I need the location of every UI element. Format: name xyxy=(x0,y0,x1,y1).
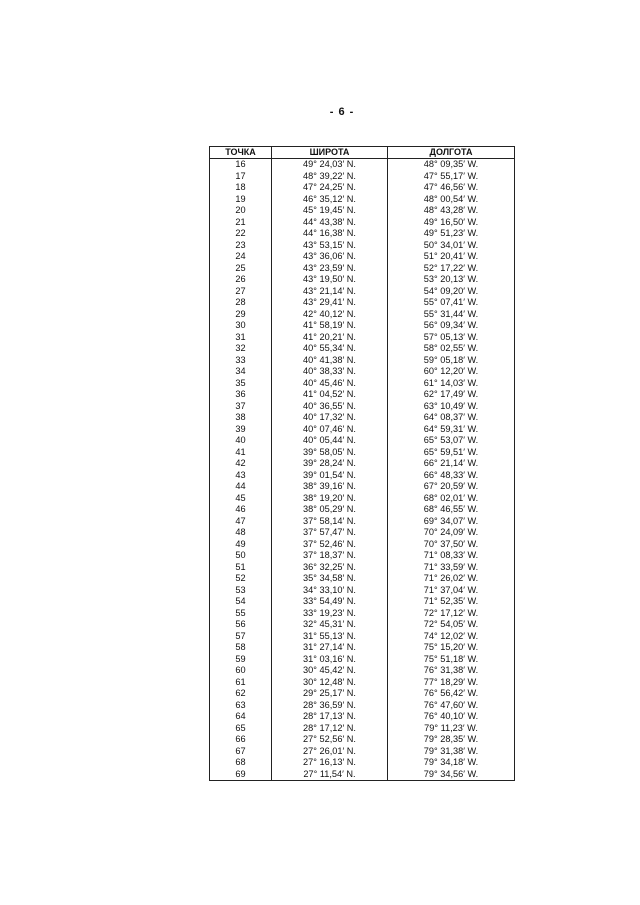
cell-longitude: 71° 08,33′ W. xyxy=(388,550,515,562)
cell-latitude: 37° 57,47′ N. xyxy=(272,527,388,539)
cell-latitude: 41° 20,21′ N. xyxy=(272,332,388,344)
table-row xyxy=(210,527,515,539)
cell-latitude: 28° 17,13′ N. xyxy=(272,711,388,723)
cell-latitude: 31° 03,16′ N. xyxy=(272,654,388,666)
table-row xyxy=(210,550,515,562)
cell-longitude: 79° 34,56′ W. xyxy=(388,769,515,781)
cell-latitude: 27° 26,01′ N. xyxy=(272,746,388,758)
cell-longitude: 72° 54,05′ W. xyxy=(388,619,515,631)
cell-longitude: 65° 53,07′ W. xyxy=(388,435,515,447)
table-row xyxy=(210,274,515,286)
cell-longitude: 48° 09,35′ W. xyxy=(388,159,515,171)
cell-latitude: 33° 54,49′ N. xyxy=(272,596,388,608)
cell-point: 28 xyxy=(235,297,246,307)
cell-point: 55 xyxy=(235,607,246,618)
cell-point: 43 xyxy=(235,469,246,480)
cell-point: 27 xyxy=(235,285,246,296)
cell-point: 37 xyxy=(235,400,246,411)
cell-latitude: 40° 41,38′ N. xyxy=(272,355,388,367)
cell-point: 41 xyxy=(235,446,246,457)
cell-latitude: 28° 17,12′ N. xyxy=(272,723,388,735)
cell-latitude: 41° 58,19′ N. xyxy=(272,320,388,332)
cell-point: 59 xyxy=(235,653,246,664)
cell-point: 45 xyxy=(235,492,246,503)
table-row xyxy=(210,723,515,735)
cell-latitude: 37° 52,46′ N. xyxy=(272,539,388,551)
cell-point: 38 xyxy=(235,412,246,422)
cell-point: 60 xyxy=(235,665,246,675)
cell-latitude: 40° 45,46′ N. xyxy=(272,378,388,390)
table-row xyxy=(210,504,515,516)
table-row xyxy=(210,481,515,493)
table-row xyxy=(210,378,515,390)
cell-latitude: 27° 11,54′ N. xyxy=(272,769,388,781)
cell-longitude: 79° 31,38′ W. xyxy=(388,746,515,758)
cell-longitude: 55° 07,41′ W. xyxy=(388,297,515,309)
table-row xyxy=(210,757,515,769)
cell-point: 31 xyxy=(235,331,246,342)
cell-longitude: 72° 17,12′ W. xyxy=(388,608,515,620)
table-header-row xyxy=(210,147,515,159)
table-row xyxy=(210,263,515,275)
table-row xyxy=(210,228,515,240)
cell-latitude: 29° 25,17′ N. xyxy=(272,688,388,700)
table-body xyxy=(210,159,515,781)
cell-point: 16 xyxy=(235,159,246,169)
cell-longitude: 59° 05,18′ W. xyxy=(388,355,515,367)
cell-longitude: 52° 17,22′ W. xyxy=(388,263,515,275)
cell-longitude: 67° 20,59′ W. xyxy=(388,481,515,493)
table-row xyxy=(210,401,515,413)
cell-longitude: 76° 47,60′ W. xyxy=(388,700,515,712)
table-row xyxy=(210,596,515,608)
table-row xyxy=(210,343,515,355)
cell-latitude: 27° 52,56′ N. xyxy=(272,734,388,746)
cell-point: 63 xyxy=(235,699,246,710)
cell-longitude: 71° 52,35′ W. xyxy=(388,596,515,608)
cell-point: 35 xyxy=(235,377,246,388)
table-row xyxy=(210,320,515,332)
cell-longitude: 51° 20,41′ W. xyxy=(388,251,515,263)
cell-longitude: 62° 17,49′ W. xyxy=(388,389,515,401)
cell-latitude: 32° 45,31′ N. xyxy=(272,619,388,631)
cell-longitude: 65° 59,51′ W. xyxy=(388,447,515,459)
table-row xyxy=(210,642,515,654)
cell-point: 53 xyxy=(235,584,246,595)
cell-latitude: 38° 19,20′ N. xyxy=(272,493,388,505)
table-row xyxy=(210,389,515,401)
cell-longitude: 57° 05,13′ W. xyxy=(388,332,515,344)
cell-latitude: 38° 39,16′ N. xyxy=(272,481,388,493)
cell-latitude: 37° 18,37′ N. xyxy=(272,550,388,562)
table-row xyxy=(210,608,515,620)
table-row xyxy=(210,711,515,723)
cell-latitude: 40° 07,46′ N. xyxy=(272,424,388,436)
cell-longitude: 68° 46,55′ W. xyxy=(388,504,515,516)
cell-point: 32 xyxy=(235,343,246,353)
cell-latitude: 40° 05,44′ N. xyxy=(272,435,388,447)
cell-point: 58 xyxy=(235,642,246,652)
cell-point: 66 xyxy=(235,734,246,744)
cell-point: 62 xyxy=(235,688,246,698)
cell-longitude: 53° 20,13′ W. xyxy=(388,274,515,286)
cell-longitude: 79° 34,18′ W. xyxy=(388,757,515,769)
table-row xyxy=(210,182,515,194)
table-row xyxy=(210,734,515,746)
cell-latitude: 42° 40,12′ N. xyxy=(272,309,388,321)
cell-point: 30 xyxy=(235,320,246,330)
cell-latitude: 27° 16,13′ N. xyxy=(272,757,388,769)
cell-point: 39 xyxy=(235,423,246,434)
cell-point: 33 xyxy=(235,354,246,365)
cell-longitude: 75° 51,18′ W. xyxy=(388,654,515,666)
cell-latitude: 44° 43,38′ N. xyxy=(272,217,388,229)
cell-longitude: 66° 48,33′ W. xyxy=(388,470,515,482)
table-row xyxy=(210,332,515,344)
table-row xyxy=(210,447,515,459)
cell-longitude: 49° 16,50′ W. xyxy=(388,217,515,229)
table-row xyxy=(210,194,515,206)
table-row xyxy=(210,217,515,229)
cell-latitude: 43° 29,41′ N. xyxy=(272,297,388,309)
cell-latitude: 37° 58,14′ N. xyxy=(272,516,388,528)
cell-point: 48 xyxy=(235,527,246,537)
cell-longitude: 79° 28,35′ W. xyxy=(388,734,515,746)
cell-point: 42 xyxy=(235,458,246,468)
table-row xyxy=(210,171,515,183)
cell-point: 26 xyxy=(235,274,246,284)
cell-longitude: 71° 33,59′ W. xyxy=(388,562,515,574)
cell-latitude: 41° 04,52′ N. xyxy=(272,389,388,401)
cell-longitude: 76° 40,10′ W. xyxy=(388,711,515,723)
cell-longitude: 48° 00,54′ W. xyxy=(388,194,515,206)
cell-point: 40 xyxy=(235,435,246,445)
table-row xyxy=(210,251,515,263)
cell-longitude: 71° 37,04′ W. xyxy=(388,585,515,597)
cell-longitude: 76° 56,42′ W. xyxy=(388,688,515,700)
cell-longitude: 58° 02,55′ W. xyxy=(388,343,515,355)
cell-latitude: 49° 24,03′ N. xyxy=(272,159,388,171)
table-row xyxy=(210,286,515,298)
cell-latitude: 39° 01,54′ N. xyxy=(272,470,388,482)
cell-latitude: 39° 58,05′ N. xyxy=(272,447,388,459)
cell-longitude: 49° 51,23′ W. xyxy=(388,228,515,240)
cell-latitude: 40° 38,33′ N. xyxy=(272,366,388,378)
cell-latitude: 31° 55,13′ N. xyxy=(272,631,388,643)
cell-point: 25 xyxy=(235,262,246,273)
cell-longitude: 76° 31,38′ W. xyxy=(388,665,515,677)
cell-latitude: 34° 33,10′ N. xyxy=(272,585,388,597)
cell-latitude: 35° 34,58′ N. xyxy=(272,573,388,585)
cell-latitude: 43° 23,59′ N. xyxy=(272,263,388,275)
cell-point: 46 xyxy=(235,504,246,514)
cell-point: 51 xyxy=(235,561,246,572)
cell-latitude: 40° 36,55′ N. xyxy=(272,401,388,413)
cell-latitude: 31° 27,14′ N. xyxy=(272,642,388,654)
cell-longitude: 70° 37,50′ W. xyxy=(388,539,515,551)
cell-point: 17 xyxy=(235,170,246,181)
cell-point: 49 xyxy=(235,538,246,549)
cell-latitude: 30° 45,42′ N. xyxy=(272,665,388,677)
cell-latitude: 30° 12,48′ N. xyxy=(272,677,388,689)
cell-longitude: 55° 31,44′ W. xyxy=(388,309,515,321)
cell-latitude: 33° 19,23′ N. xyxy=(272,608,388,620)
coordinates-table xyxy=(209,146,515,781)
table-row xyxy=(210,665,515,677)
cell-point: 23 xyxy=(235,239,246,250)
cell-point: 67 xyxy=(235,745,246,756)
cell-point: 69 xyxy=(235,768,246,779)
cell-point: 36 xyxy=(235,389,246,399)
table-row xyxy=(210,458,515,470)
table-row xyxy=(210,309,515,321)
table-row xyxy=(210,240,515,252)
table-row xyxy=(210,585,515,597)
header-longitude: ДОЛГОТА xyxy=(388,147,515,159)
cell-longitude: 69° 34,07′ W. xyxy=(388,516,515,528)
cell-latitude: 38° 05,29′ N. xyxy=(272,504,388,516)
cell-latitude: 43° 19,50′ N. xyxy=(272,274,388,286)
cell-longitude: 47° 55,17′ W. xyxy=(388,171,515,183)
cell-longitude: 75° 15,20′ W. xyxy=(388,642,515,654)
cell-longitude: 74° 12,02′ W. xyxy=(388,631,515,643)
cell-longitude: 79° 11,23′ W. xyxy=(388,723,515,735)
table-row xyxy=(210,493,515,505)
cell-latitude: 39° 28,24′ N. xyxy=(272,458,388,470)
table-row xyxy=(210,677,515,689)
cell-latitude: 43° 21,14′ N. xyxy=(272,286,388,298)
table-row xyxy=(210,573,515,585)
cell-longitude: 64° 08,37′ W. xyxy=(388,412,515,424)
cell-longitude: 64° 59,31′ W. xyxy=(388,424,515,436)
table-row xyxy=(210,159,515,171)
table-row xyxy=(210,769,515,781)
cell-latitude: 48° 39,22′ N. xyxy=(272,171,388,183)
cell-point: 65 xyxy=(235,722,246,733)
cell-point: 64 xyxy=(235,711,246,721)
table-row xyxy=(210,746,515,758)
table-row xyxy=(210,412,515,424)
cell-longitude: 77° 18,29′ W. xyxy=(388,677,515,689)
table-row xyxy=(210,516,515,528)
table-row xyxy=(210,539,515,551)
cell-point: 20 xyxy=(235,205,246,215)
table-row xyxy=(210,688,515,700)
table-row xyxy=(210,654,515,666)
cell-longitude: 50° 34,01′ W. xyxy=(388,240,515,252)
table-row xyxy=(210,562,515,574)
cell-latitude: 46° 35,12′ N. xyxy=(272,194,388,206)
table-row xyxy=(210,700,515,712)
cell-longitude: 60° 12,20′ W. xyxy=(388,366,515,378)
cell-point: 61 xyxy=(235,676,246,687)
cell-latitude: 44° 16,38′ N. xyxy=(272,228,388,240)
cell-longitude: 63° 10,49′ W. xyxy=(388,401,515,413)
cell-point: 68 xyxy=(235,757,246,767)
cell-latitude: 40° 17,32′ N. xyxy=(272,412,388,424)
cell-longitude: 54° 09,20′ W. xyxy=(388,286,515,298)
page-number: - 6 - xyxy=(329,106,355,118)
table-row xyxy=(210,631,515,643)
cell-point: 57 xyxy=(235,630,246,641)
table-row xyxy=(210,424,515,436)
cell-latitude: 45° 19,45′ N. xyxy=(272,205,388,217)
cell-latitude: 43° 53,15′ N. xyxy=(272,240,388,252)
table-row xyxy=(210,297,515,309)
cell-point: 22 xyxy=(235,228,246,238)
cell-point: 29 xyxy=(235,308,246,319)
cell-longitude: 70° 24,09′ W. xyxy=(388,527,515,539)
cell-latitude: 40° 55,34′ N. xyxy=(272,343,388,355)
cell-longitude: 71° 26,02′ W. xyxy=(388,573,515,585)
cell-latitude: 36° 32,25′ N. xyxy=(272,562,388,574)
cell-latitude: 47° 24,25′ N. xyxy=(272,182,388,194)
table-row xyxy=(210,366,515,378)
cell-point: 44 xyxy=(235,481,246,491)
cell-point: 52 xyxy=(235,573,246,583)
cell-point: 24 xyxy=(235,251,246,261)
cell-longitude: 68° 02,01′ W. xyxy=(388,493,515,505)
table-row xyxy=(210,205,515,217)
cell-point: 56 xyxy=(235,619,246,629)
header-point: ТОЧКА xyxy=(210,147,272,159)
cell-longitude: 66° 21,14′ W. xyxy=(388,458,515,470)
table-row xyxy=(210,355,515,367)
table-row xyxy=(210,470,515,482)
cell-point: 50 xyxy=(235,550,246,560)
cell-longitude: 61° 14,03′ W. xyxy=(388,378,515,390)
cell-point: 18 xyxy=(235,182,246,192)
header-latitude: ШИРОТА xyxy=(272,147,388,159)
table-row xyxy=(210,435,515,447)
cell-latitude: 43° 36,06′ N. xyxy=(272,251,388,263)
cell-point: 19 xyxy=(235,193,246,204)
cell-point: 34 xyxy=(235,366,246,376)
cell-longitude: 56° 09,34′ W. xyxy=(388,320,515,332)
cell-point: 47 xyxy=(235,515,246,526)
cell-longitude: 48° 43,28′ W. xyxy=(388,205,515,217)
cell-point: 54 xyxy=(235,596,246,606)
cell-latitude: 28° 36,59′ N. xyxy=(272,700,388,712)
cell-longitude: 47° 46,56′ W. xyxy=(388,182,515,194)
cell-point: 21 xyxy=(235,216,246,227)
table-row xyxy=(210,619,515,631)
